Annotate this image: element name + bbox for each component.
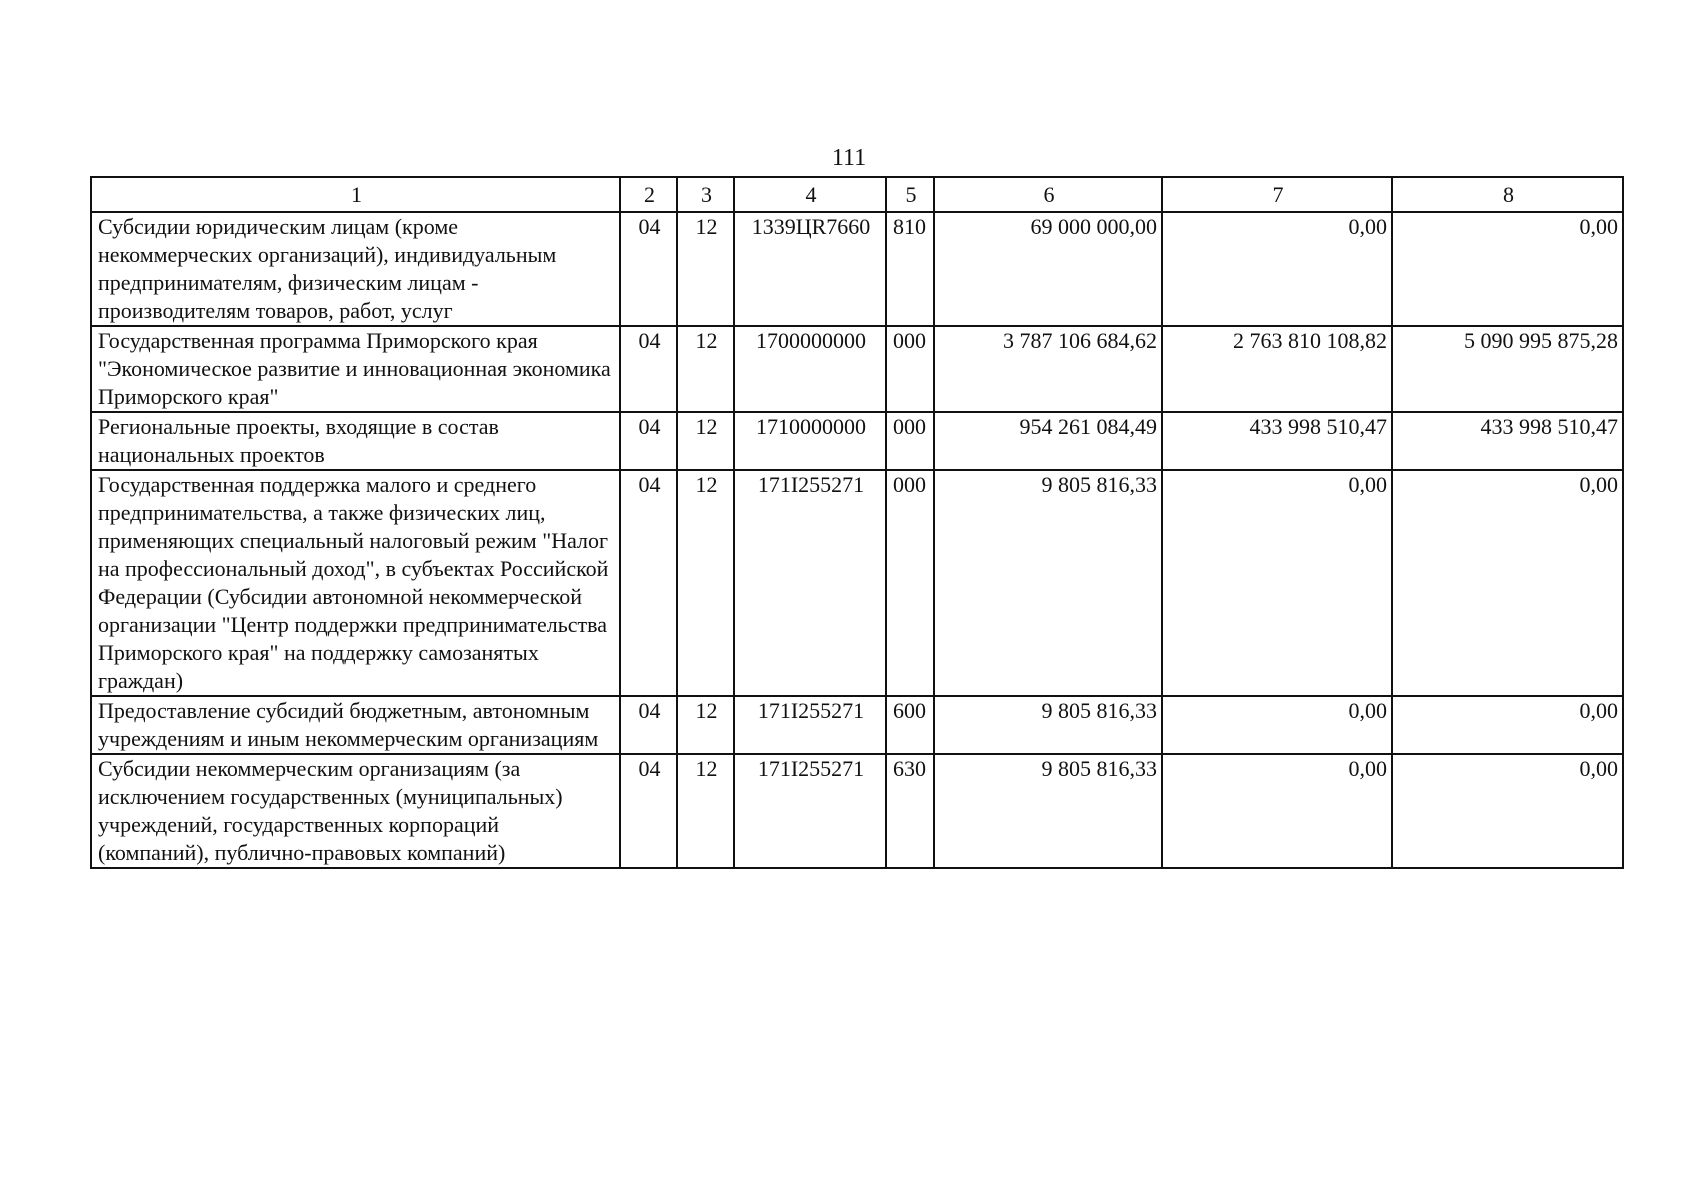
row-amount-col6: 9 805 816,33 bbox=[934, 754, 1162, 868]
table-row bbox=[91, 754, 1623, 868]
row-expense-type: 810 bbox=[886, 212, 934, 326]
row-amount-col7: 0,00 bbox=[1162, 470, 1392, 696]
row-amount-col8: 0,00 bbox=[1392, 212, 1623, 326]
row-amount-col6: 9 805 816,33 bbox=[934, 696, 1162, 754]
header-col-1: 1 bbox=[91, 177, 620, 212]
row-amount-col8: 0,00 bbox=[1392, 754, 1623, 868]
row-expense-type: 600 bbox=[886, 696, 934, 754]
header-col-2: 2 bbox=[620, 177, 677, 212]
header-row bbox=[91, 177, 1623, 212]
table-row bbox=[91, 212, 1623, 326]
row-target-article: 171I255271 bbox=[734, 696, 886, 754]
row-section-code: 04 bbox=[620, 212, 677, 326]
header-col-4: 4 bbox=[734, 177, 886, 212]
budget-table bbox=[90, 176, 1624, 869]
row-expense-type: 000 bbox=[886, 326, 934, 412]
row-amount-col8: 0,00 bbox=[1392, 696, 1623, 754]
table-row bbox=[91, 412, 1623, 470]
table-row bbox=[91, 470, 1623, 696]
row-description: Государственная поддержка малого и среднего предпринимательства, а также физических лиц, применяющих специальный налоговый режим "Налог на профессиональный доход", в субъектах Российской Федерации (Субсидии автономной некоммерческой организации "Центр поддержки предпринимательства Приморского края" на поддержку самозанятых граждан) bbox=[91, 470, 620, 696]
row-section-code: 04 bbox=[620, 696, 677, 754]
row-description: Субсидии юридическим лицам (кроме некоммерческих организаций), индивидуальным предпринимателям, физическим лицам - производителям товаров, работ, услуг bbox=[91, 212, 620, 326]
row-subsection-code: 12 bbox=[677, 696, 734, 754]
page-number: 111 bbox=[831, 145, 867, 171]
header-col-3: 3 bbox=[677, 177, 734, 212]
row-target-article: 1700000000 bbox=[734, 326, 886, 412]
row-section-code: 04 bbox=[620, 754, 677, 868]
row-section-code: 04 bbox=[620, 326, 677, 412]
header-col-6: 6 bbox=[934, 177, 1162, 212]
row-expense-type: 630 bbox=[886, 754, 934, 868]
row-target-article: 1339ЦR7660 bbox=[734, 212, 886, 326]
row-amount-col7: 2 763 810 108,82 bbox=[1162, 326, 1392, 412]
row-amount-col8: 0,00 bbox=[1392, 470, 1623, 696]
row-amount-col6: 9 805 816,33 bbox=[934, 470, 1162, 696]
row-subsection-code: 12 bbox=[677, 470, 734, 696]
row-description: Государственная программа Приморского края "Экономическое развитие и инновационная экономика Приморского края" bbox=[91, 326, 620, 412]
row-amount-col7: 0,00 bbox=[1162, 212, 1392, 326]
row-amount-col6: 3 787 106 684,62 bbox=[934, 326, 1162, 412]
table-row bbox=[91, 696, 1623, 754]
row-amount-col6: 954 261 084,49 bbox=[934, 412, 1162, 470]
row-expense-type: 000 bbox=[886, 412, 934, 470]
row-description: Субсидии некоммерческим организациям (за исключением государственных (муниципальных) учреждений, государственных корпораций (компаний), публично-правовых компаний) bbox=[91, 754, 620, 868]
header-col-8: 8 bbox=[1392, 177, 1623, 212]
table-row bbox=[91, 326, 1623, 412]
row-subsection-code: 12 bbox=[677, 412, 734, 470]
row-subsection-code: 12 bbox=[677, 326, 734, 412]
row-section-code: 04 bbox=[620, 470, 677, 696]
row-target-article: 1710000000 bbox=[734, 412, 886, 470]
row-description: Предоставление субсидий бюджетным, автономным учреждениям и иным некоммерческим организациям bbox=[91, 696, 620, 754]
row-expense-type: 000 bbox=[886, 470, 934, 696]
row-amount-col7: 0,00 bbox=[1162, 754, 1392, 868]
row-subsection-code: 12 bbox=[677, 212, 734, 326]
row-amount-col7: 0,00 bbox=[1162, 696, 1392, 754]
row-amount-col6: 69 000 000,00 bbox=[934, 212, 1162, 326]
row-amount-col8: 5 090 995 875,28 bbox=[1392, 326, 1623, 412]
row-amount-col7: 433 998 510,47 bbox=[1162, 412, 1392, 470]
header-col-7: 7 bbox=[1162, 177, 1392, 212]
row-description: Региональные проекты, входящие в состав национальных проектов bbox=[91, 412, 620, 470]
row-amount-col8: 433 998 510,47 bbox=[1392, 412, 1623, 470]
row-target-article: 171I255271 bbox=[734, 470, 886, 696]
row-subsection-code: 12 bbox=[677, 754, 734, 868]
row-target-article: 171I255271 bbox=[734, 754, 886, 868]
row-section-code: 04 bbox=[620, 412, 677, 470]
header-col-5: 5 bbox=[886, 177, 934, 212]
